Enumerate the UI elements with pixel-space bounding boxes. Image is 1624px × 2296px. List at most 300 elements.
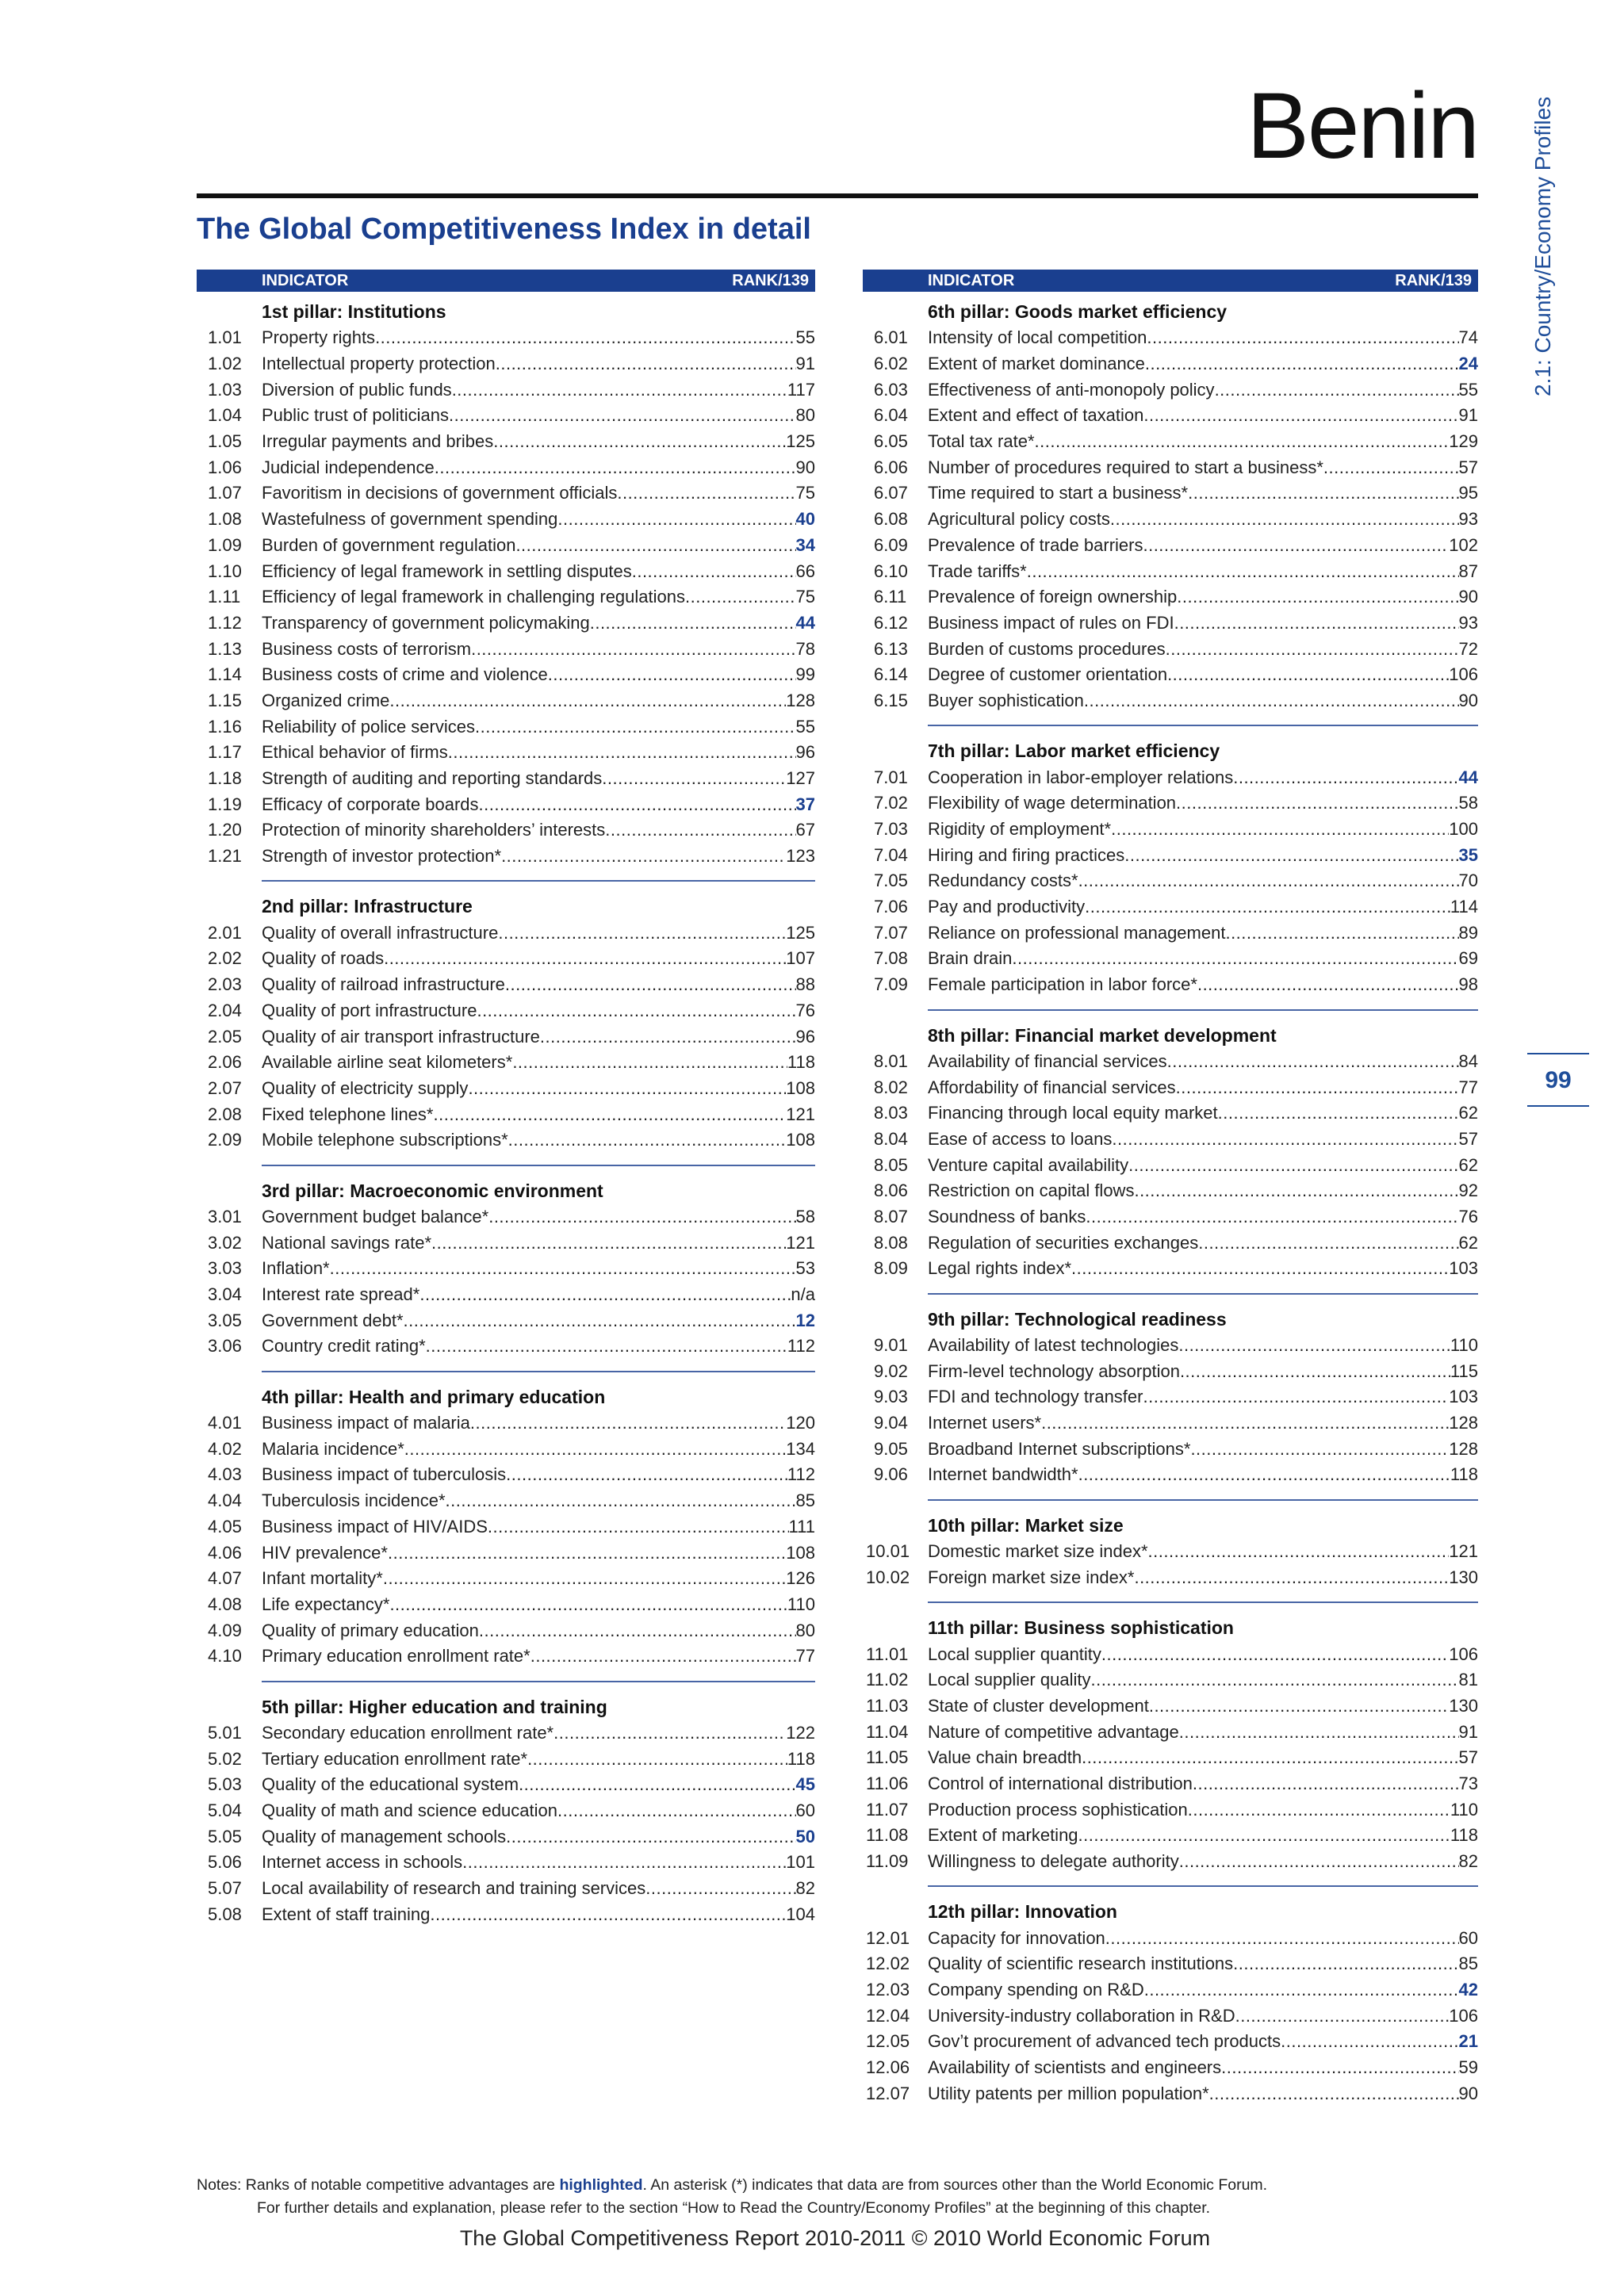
- indicator-code: 2.04: [208, 1000, 242, 1020]
- indicator-row: [197, 1076, 815, 1102]
- indicator-code: 1.10: [208, 561, 242, 581]
- indicator-rank: 96: [795, 742, 815, 763]
- dot-leader: [383, 1568, 786, 1589]
- indicator-rank: 99: [795, 664, 815, 685]
- right-column-header: [863, 270, 1478, 292]
- indicator-code: 12.03: [866, 1980, 910, 2000]
- indicator-name: [262, 483, 796, 503]
- indicator-name: [928, 1644, 1449, 1665]
- pillar-title: 10th pillar: Market size: [928, 1514, 1124, 1536]
- pillar-separator: [928, 1293, 1478, 1295]
- indicator-name: [928, 948, 1459, 969]
- indicator-rank: 90: [1458, 2083, 1478, 2103]
- indicator-label: Pay and productivity: [928, 897, 1086, 917]
- indicator-row: [197, 1436, 815, 1462]
- side-label-text: 2.1: Country/Economy Profiles: [1530, 96, 1555, 396]
- indicator-row: [863, 636, 1478, 662]
- indicator-rank: 82: [795, 1878, 815, 1899]
- dot-leader: [1085, 897, 1450, 917]
- indicator-row: [197, 766, 815, 792]
- indicator-name: [262, 1052, 787, 1073]
- dot-leader: [479, 794, 796, 815]
- pillar-title: 11th pillar: Business sophistication: [928, 1617, 1234, 1639]
- indicator-row: [197, 817, 815, 844]
- indicator-label: Wastefulness of government spending: [262, 509, 558, 530]
- indicator-row: [197, 740, 815, 766]
- indicator-rank: 117: [787, 379, 815, 400]
- indicator-label: Transparency of government policymaking: [262, 612, 590, 633]
- indicator-name: [262, 664, 796, 685]
- indicator-rank: 129: [1449, 431, 1478, 452]
- dot-leader: [1176, 793, 1458, 813]
- indicator-rank: 57: [1458, 1747, 1478, 1768]
- indicator-row: [863, 662, 1478, 688]
- indicator-rank: 57: [1458, 457, 1478, 477]
- dot-leader: [426, 1336, 787, 1357]
- dot-leader: [1197, 974, 1459, 995]
- indicator-rank: 75: [795, 587, 815, 607]
- pillar-separator: [928, 1885, 1478, 1887]
- pillar-separator: [928, 1601, 1478, 1603]
- indicator-label: Tuberculosis incidence*: [262, 1490, 446, 1511]
- dot-leader: [493, 431, 786, 452]
- indicator-label: Burden of government regulation: [262, 534, 516, 555]
- indicator-name: [262, 1464, 787, 1485]
- indicator-row: [863, 1745, 1478, 1771]
- indicator-label: Internet bandwidth*: [928, 1464, 1078, 1485]
- indicator-code: 8.04: [874, 1128, 908, 1149]
- indicator-label: Business impact of tuberculosis: [262, 1464, 507, 1485]
- indicator-code: 6.06: [874, 457, 908, 477]
- indicator-code: 11.09: [866, 1851, 909, 1872]
- indicator-name: [262, 1284, 791, 1305]
- indicator-name: [928, 1233, 1459, 1253]
- indicator-name: [262, 431, 786, 452]
- notes-line-2: For further details and explanation, please refer to the section “How to Read the Country/Economy Profiles” at the beginning of this chapter.: [257, 2199, 1211, 2217]
- indicator-row: [863, 2055, 1478, 2081]
- indicator-name: [928, 1439, 1449, 1460]
- indicator-code: 2.06: [208, 1052, 242, 1073]
- indicator-row: [197, 1024, 815, 1050]
- dot-leader: [449, 405, 796, 426]
- indicator-label: Burden of customs procedures: [928, 638, 1166, 659]
- indicator-code: 3.01: [208, 1206, 242, 1226]
- indicator-rank: 55: [795, 327, 815, 348]
- dot-leader: [1090, 1670, 1458, 1690]
- indicator-rank: 91: [1458, 1721, 1478, 1742]
- indicator-code: 1.06: [208, 457, 242, 477]
- indicator-name: [262, 768, 786, 789]
- indicator-code: 4.06: [208, 1542, 242, 1563]
- indicator-label: Foreign market size index*: [928, 1567, 1135, 1587]
- indicator-header: INDICATOR: [262, 272, 349, 289]
- dot-leader: [433, 1104, 786, 1125]
- indicator-label: Female participation in labor force*: [928, 974, 1197, 995]
- indicator-code: 7.04: [874, 844, 908, 865]
- indicator-name: [262, 1621, 796, 1641]
- dot-leader: [431, 1233, 786, 1253]
- indicator-rank: 35: [1458, 844, 1478, 865]
- pillar-section: [197, 298, 815, 869]
- indicator-label: Malaria incidence*: [262, 1438, 404, 1459]
- indicator-label: Flexibility of wage determination: [928, 793, 1177, 813]
- indicator-row: [863, 817, 1478, 843]
- indicator-rank: 123: [786, 846, 815, 867]
- indicator-code: 4.08: [208, 1594, 242, 1614]
- dot-leader: [527, 1749, 787, 1770]
- indicator-label: Gov’t procurement of advanced tech products: [928, 2031, 1281, 2052]
- indicator-name: [262, 820, 796, 840]
- indicator-name: [262, 717, 796, 737]
- country-title: Benin: [1247, 74, 1478, 178]
- indicator-code: 4.02: [208, 1438, 242, 1459]
- indicator-name: [262, 1207, 796, 1227]
- indicator-header: INDICATOR: [928, 272, 1015, 289]
- section-title: The Global Competitiveness Index in detail: [197, 212, 811, 246]
- indicator-name: [262, 1027, 796, 1047]
- indicator-row: [197, 1334, 815, 1360]
- indicator-code: 3.03: [208, 1258, 242, 1279]
- indicator-row: [197, 714, 815, 740]
- indicator-label: Reliance on professional management: [928, 922, 1226, 943]
- pillar-section: [197, 1693, 815, 1928]
- indicator-name: [928, 354, 1459, 374]
- indicator-label: Internet access in schools: [262, 1852, 463, 1873]
- indicator-row: [197, 507, 815, 533]
- indicator-rank: 96: [795, 1026, 815, 1047]
- indicator-rank: 75: [795, 483, 815, 503]
- indicator-rank: 93: [1458, 612, 1478, 633]
- page-number-box: [1527, 1053, 1589, 1107]
- indicator-label: Extent of marketing: [928, 1825, 1078, 1846]
- indicator-label: Efficiency of legal framework in challenging regulations: [262, 587, 685, 607]
- indicator-code: 8.05: [874, 1154, 908, 1175]
- dot-leader: [468, 1078, 786, 1099]
- indicator-name: [262, 639, 796, 660]
- indicator-rank: 34: [795, 534, 815, 555]
- indicator-rank: 78: [795, 638, 815, 659]
- dot-leader: [1235, 2006, 1450, 2026]
- indicator-code: 5.04: [208, 1800, 242, 1821]
- indicator-label: Local availability of research and training services: [262, 1878, 646, 1899]
- indicator-rank: 90: [1458, 587, 1478, 607]
- indicator-code: 5.03: [208, 1774, 242, 1795]
- indicator-row: [197, 1592, 815, 1618]
- indicator-code: 8.02: [874, 1077, 908, 1097]
- dot-leader: [1233, 1954, 1458, 1974]
- indicator-label: Diversion of public funds: [262, 379, 452, 400]
- indicator-code: 3.06: [208, 1336, 242, 1357]
- indicator-code: 12.06: [866, 2057, 910, 2078]
- indicator-label: Quality of air transport infrastructure: [262, 1026, 540, 1047]
- indicator-label: Business impact of HIV/AIDS: [262, 1516, 488, 1536]
- indicator-label: Life expectancy*: [262, 1594, 390, 1614]
- indicator-code: 7.06: [874, 897, 908, 917]
- indicator-code: 12.05: [866, 2031, 910, 2052]
- indicator-code: 5.06: [208, 1852, 242, 1873]
- indicator-rank: 115: [1450, 1360, 1478, 1381]
- indicator-name: [928, 380, 1459, 400]
- indicator-name: [262, 1852, 786, 1873]
- indicator-rank: 90: [1458, 690, 1478, 710]
- indicator-rank: 118: [1450, 1825, 1478, 1846]
- indicator-row: [863, 1049, 1478, 1075]
- dot-leader: [330, 1258, 796, 1279]
- dot-leader: [1188, 1800, 1450, 1820]
- indicator-rank: 101: [786, 1852, 815, 1873]
- indicator-code: 6.02: [874, 354, 908, 374]
- indicator-row: [197, 584, 815, 610]
- indicator-rank: 57: [1458, 1128, 1478, 1149]
- indicator-name: [262, 1774, 796, 1795]
- indicator-code: 7.03: [874, 819, 908, 840]
- indicator-name: [928, 1800, 1450, 1820]
- indicator-code: 2.02: [208, 948, 242, 969]
- dot-leader: [501, 846, 786, 867]
- indicator-label: Legal rights index*: [928, 1258, 1072, 1279]
- indicator-name: [928, 767, 1459, 788]
- indicator-code: 3.02: [208, 1232, 242, 1253]
- indicator-name: [928, 509, 1459, 530]
- indicator-name: [928, 974, 1459, 995]
- indicator-label: Efficiency of legal framework in settling disputes: [262, 561, 632, 581]
- dot-leader: [419, 1284, 791, 1305]
- indicator-code: 7.09: [874, 974, 908, 995]
- indicator-label: Property rights: [262, 327, 376, 348]
- indicator-row: [863, 764, 1478, 790]
- indicator-row: [197, 688, 815, 714]
- indicator-rank: 89: [1458, 922, 1478, 943]
- indicator-row: [197, 1540, 815, 1566]
- indicator-label: Brain drain: [928, 948, 1013, 969]
- indicator-name: [262, 794, 796, 815]
- dot-leader: [1167, 1051, 1459, 1072]
- indicator-code: 6.15: [874, 690, 908, 710]
- indicator-label: Country credit rating*: [262, 1336, 426, 1357]
- indicator-name: [928, 1954, 1459, 1974]
- indicator-code: 3.05: [208, 1310, 242, 1330]
- indicator-rank: 62: [1458, 1154, 1478, 1175]
- pillar-section: [863, 1898, 1478, 2107]
- footer: The Global Competitiveness Report 2010-2011 © 2010 World Economic Forum: [459, 2226, 1211, 2250]
- indicator-rank: 55: [795, 716, 815, 737]
- indicator-code: 8.08: [874, 1232, 908, 1253]
- indicator-code: 1.17: [208, 742, 242, 763]
- indicator-label: Availability of scientists and engineers: [928, 2057, 1222, 2078]
- indicator-rank: 118: [787, 1748, 815, 1769]
- indicator-label: Strength of investor protection*: [262, 846, 502, 867]
- dot-leader: [1086, 1207, 1458, 1227]
- indicator-label: Regulation of securities exchanges: [928, 1232, 1199, 1253]
- indicator-name: [262, 691, 786, 711]
- indicator-code: 1.04: [208, 405, 242, 426]
- indicator-row: [863, 429, 1478, 455]
- dot-leader: [498, 923, 786, 943]
- indicator-row: [863, 1256, 1478, 1282]
- indicator-code: 12.04: [866, 2005, 910, 2026]
- indicator-label: Extent and effect of taxation: [928, 405, 1144, 426]
- indicator-code: 9.02: [874, 1360, 908, 1381]
- indicator-name: [262, 742, 796, 763]
- indicator-code: 1.07: [208, 483, 242, 503]
- indicator-label: Number of procedures required to start a business*: [928, 457, 1323, 477]
- indicator-name: [928, 1464, 1450, 1485]
- indicator-rank: 100: [1449, 819, 1478, 840]
- indicator-code: 5.07: [208, 1878, 242, 1899]
- indicator-code: 8.06: [874, 1181, 908, 1201]
- indicator-code: 7.01: [874, 767, 908, 787]
- indicator-row: [197, 662, 815, 688]
- indicator-name: [928, 2084, 1459, 2104]
- indicator-row: [863, 1693, 1478, 1720]
- dot-leader: [602, 768, 786, 789]
- indicator-code: 6.03: [874, 379, 908, 400]
- side-label: [1524, 95, 1568, 396]
- indicator-code: 1.13: [208, 638, 242, 659]
- indicator-rank: 108: [786, 1130, 815, 1150]
- indicator-name: [262, 613, 796, 633]
- dot-leader: [435, 457, 796, 478]
- indicator-row: [197, 1617, 815, 1644]
- indicator-label: Quality of the educational system: [262, 1774, 519, 1795]
- dot-leader: [1190, 1439, 1449, 1460]
- indicator-rank: 130: [1449, 1695, 1478, 1716]
- indicator-row: [863, 1100, 1478, 1127]
- indicator-rank: 108: [786, 1077, 815, 1098]
- dot-leader: [1124, 845, 1458, 866]
- indicator-row: [197, 636, 815, 662]
- indicator-name: [928, 664, 1449, 685]
- indicator-row: [197, 1204, 815, 1230]
- indicator-rank: 58: [1458, 793, 1478, 813]
- indicator-name: [928, 2031, 1459, 2052]
- indicator-rank: 112: [787, 1464, 815, 1485]
- indicator-name: [262, 1800, 796, 1821]
- dot-leader: [1176, 1077, 1459, 1098]
- indicator-name: [262, 1258, 796, 1279]
- indicator-row: [863, 1178, 1478, 1204]
- indicator-rank: 69: [1458, 948, 1478, 969]
- indicator-rank: 110: [787, 1594, 815, 1614]
- indicator-rank: 74: [1458, 327, 1478, 348]
- indicator-name: [262, 1130, 786, 1150]
- indicator-label: Firm-level technology absorption: [928, 1360, 1180, 1381]
- dot-leader: [388, 1543, 786, 1563]
- indicator-name: [928, 2057, 1459, 2078]
- indicator-label: Value chain breadth: [928, 1747, 1082, 1768]
- indicator-rank: 122: [786, 1722, 815, 1743]
- indicator-label: Capacity for innovation: [928, 1927, 1105, 1948]
- indicator-rank: 53: [795, 1258, 815, 1279]
- indicator-label: Intellectual property protection: [262, 354, 496, 374]
- dot-leader: [1143, 535, 1449, 556]
- dot-leader: [1209, 2084, 1459, 2104]
- indicator-rank: 50: [795, 1826, 815, 1846]
- top-rule: [197, 193, 1478, 198]
- indicator-label: Efficacy of corporate boards: [262, 794, 479, 814]
- indicator-row: [863, 1539, 1478, 1565]
- indicator-rank: 73: [1458, 1773, 1478, 1793]
- indicator-name: [928, 1670, 1459, 1690]
- indicator-code: 11.06: [866, 1773, 909, 1793]
- indicator-code: 12.02: [866, 1954, 910, 1974]
- indicator-label: Business impact of rules on FDI: [928, 612, 1174, 633]
- indicator-name: [262, 1568, 786, 1589]
- indicator-rank: 90: [795, 457, 815, 477]
- indicator-row: [197, 454, 815, 480]
- pillar-separator: [928, 1009, 1478, 1011]
- dot-leader: [590, 613, 796, 633]
- pillar-title: 3rd pillar: Macroeconomic environment: [262, 1180, 603, 1201]
- indicator-name: [928, 405, 1459, 426]
- indicator-label: Business costs of terrorism: [262, 638, 472, 659]
- pillar-separator: [262, 1371, 815, 1372]
- indicator-rank: 60: [1458, 1927, 1478, 1948]
- notes-line-1: [197, 2174, 1497, 2197]
- indicator-row: [863, 1333, 1478, 1359]
- indicator-row: [197, 558, 815, 584]
- indicator-row: [863, 894, 1478, 920]
- indicator-name: [262, 1594, 787, 1615]
- indicator-code: 1.03: [208, 379, 242, 400]
- dot-leader: [1101, 1644, 1449, 1665]
- indicator-name: [262, 1904, 786, 1925]
- indicator-label: Irregular payments and bribes: [262, 431, 494, 452]
- indicator-row: [863, 1925, 1478, 1951]
- indicator-rank: 12: [795, 1310, 815, 1330]
- dot-leader: [505, 974, 796, 995]
- indicator-row: [197, 610, 815, 637]
- dot-leader: [1143, 1387, 1449, 1407]
- pillar-title: 1st pillar: Institutions: [262, 301, 446, 322]
- dot-leader: [1041, 1413, 1449, 1433]
- indicator-label: Local supplier quality: [928, 1670, 1091, 1690]
- indicator-code: 1.16: [208, 716, 242, 737]
- indicator-code: 1.21: [208, 846, 242, 867]
- indicator-label: Ease of access to loans: [928, 1128, 1113, 1149]
- indicator-row: [197, 1282, 815, 1308]
- dot-leader: [1167, 664, 1449, 685]
- pillar-section: [197, 1383, 815, 1670]
- dot-leader: [519, 1774, 795, 1795]
- indicator-row: [863, 1951, 1478, 1977]
- indicator-rank: 58: [795, 1206, 815, 1226]
- indicator-row: [197, 1823, 815, 1850]
- indicator-name: [262, 1104, 786, 1125]
- indicator-code: 11.01: [866, 1644, 909, 1664]
- pillar-separator: [262, 1165, 815, 1166]
- indicator-row: [863, 1641, 1478, 1667]
- indicator-name: [262, 923, 786, 943]
- left-column-header: [197, 270, 815, 292]
- pillar-title: 2nd pillar: Infrastructure: [262, 896, 473, 917]
- dot-leader: [1078, 1464, 1450, 1485]
- indicator-label: Secondary education enrollment rate*: [262, 1722, 554, 1743]
- indicator-row: [863, 454, 1478, 480]
- indicator-name: [262, 535, 796, 556]
- indicator-rank: 112: [787, 1336, 815, 1357]
- indicator-label: Control of international distribution: [928, 1773, 1193, 1793]
- indicator-name: [928, 1774, 1459, 1794]
- pillar-separator: [262, 880, 815, 882]
- dot-leader: [1071, 1258, 1449, 1279]
- indicator-label: Mobile telephone subscriptions*: [262, 1130, 508, 1150]
- indicator-label: Reliability of police services: [262, 716, 475, 737]
- indicator-name: [262, 380, 787, 400]
- indicator-name: [928, 1361, 1450, 1382]
- indicator-row: [863, 2081, 1478, 2107]
- indicator-rank: 107: [786, 948, 815, 969]
